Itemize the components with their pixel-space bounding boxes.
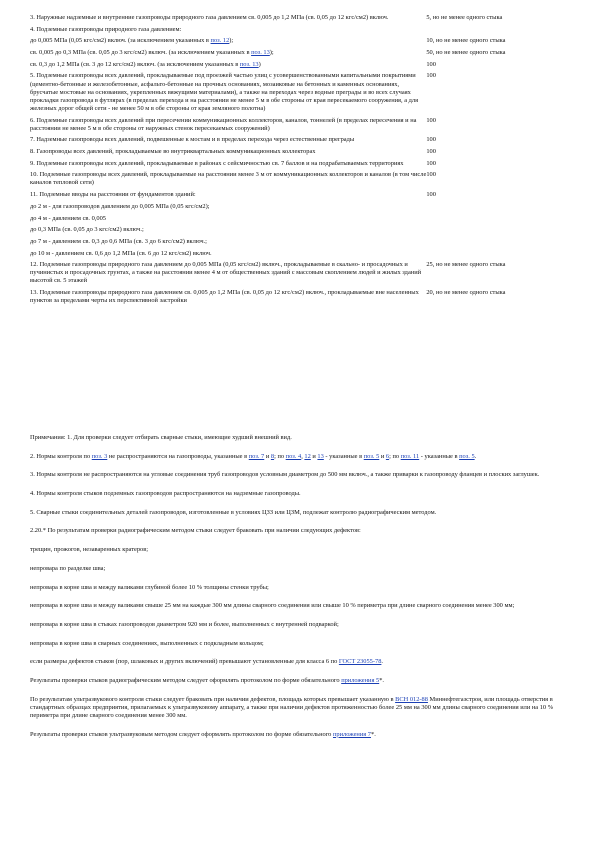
norm-description [30,171,426,191]
norm-description [30,191,426,203]
norm-row [30,61,575,73]
note-2-text: , [301,452,305,460]
result-text: По результатам ультразвукового контроля стыки следует браковать при наличии дефектов, площадь которых превышает указанную в [30,695,396,703]
result-text: *. [371,730,376,738]
defect-item: непровара в корне шва и между валиками глубиной более 10 % толщины стенки трубы; [30,583,269,591]
norm-text: до 0,005 МПа (0,05 кгс/см2) включ. (за исключением указанных в [30,37,211,45]
norm-text: 8. Газопроводы всех давлений, прокладываемые во внутриквартальных коммуникационных коллекторах [30,147,316,155]
norm-description [30,49,426,61]
result-text: Миннефтегазстроя, или площадь отверстия в стандартных образцах предприятия, прилагаемых к ультразвуковому аппарату, а также при наличии дефектов протяженностью более 25 мм на 300 мм длины сварного соединения или на 10 % периметра при длине сварного соединения менее 300 мм. [30,695,554,719]
norm-text: 10. Подземные газопроводы всех давлений, прокладываемые на расстоянии менее 3 м от коммуникационных коллекторов и каналов (в том числе каналов тепловой сети) [30,171,427,187]
norm-text: до 2 м - для газопроводов давлением до 0,005 МПа (0,05 кгс/см2); [30,202,210,210]
norm-value: 50, но не менее одного стыка [426,49,506,57]
note-4: 4. Нормы контроля стыков подземных газопроводов распространяются на надземные газопроводы. [30,490,301,498]
link-poz-4[interactable]: поз. 4 [285,452,302,460]
norm-description [30,250,426,262]
note-1: Примечания: 1. Для проверки следует отбирать сварные стыки, имеющие худший внешний вид. [30,434,292,441]
radiography-result [30,677,570,685]
norm-text: до 0,3 МПа (св. 0,05 до 3 кгс/см2) включ.; [30,226,144,234]
norm-row [30,49,575,61]
result-text: Результаты проверки стыков ультразвуковым методом следует оформлять протоколом по форме обязательного [30,730,333,738]
note-2-text: и [379,452,386,460]
norm-description [30,148,426,160]
result-text: *. [379,676,384,684]
link-vsn[interactable]: ВСН 012-88 [395,695,428,703]
norm-value: 100 [426,191,436,199]
norm-row [30,261,575,289]
note-2-text: - указанные в [419,452,460,460]
norm-row [30,191,575,203]
defect-item [30,658,570,666]
norm-text: 5. Подземные газопроводы всех давлений, прокладываемые под проезжей частью улиц с усовершенствованными капитальными покрытиями (цементно-бетонные и железобетонные, асфальто-бетонные на прочных основаниях, мозаиковые на бетонных и каменных основаниях, брусчатые мостовые на основаниях, укрепленных вяжущими материалами), а также на переходах через водные преграды и во всех случаях прокладки газопровода в футлярах (в пределах перехода и на расстоянии не менее 5 м в обе стороны от края пересекаемого сооружения, а для железных дорог общей сети - не менее 50 м в обе стороны от края земляного полотна) [30,72,419,112]
norm-text: св. 0,005 до 0,3 МПа (св. 0,05 до 3 кгс/см2) включ. (за исключением указанных в [30,49,252,57]
norm-position-link[interactable]: поз. 12 [210,37,230,45]
norm-row [30,136,575,148]
norm-row [30,238,575,250]
norm-description [30,203,426,215]
norm-text: ); [229,37,234,45]
norm-position-link[interactable]: поз. 13 [251,49,270,57]
norm-value [426,238,575,250]
norm-description [30,37,426,49]
norm-row [30,203,575,215]
norm-text: до 7 м - давлением св. 0,3 до 0,6 МПа (св. 3 до 6 кгс/см2) включ.; [30,237,207,245]
link-poz-5[interactable]: поз. 5 [363,452,380,460]
defect-item: непровара по разделке шва; [30,564,106,572]
norm-row [30,289,575,309]
link-gost[interactable]: ГОСТ 23055-78 [338,658,382,666]
norm-value: 100 [426,159,436,167]
defect-text: если размеры дефектов стыков (пор, шлаковых и других включений) превышают установленные для класса 6 по [30,658,339,666]
link-poz-13[interactable]: 13 [317,452,324,460]
note-2-text: ; по [389,452,401,460]
norm-text: 12. Подземные газопроводы природного газа давлением до 0,005 МПа (0,05 кгс/см2) включ., прокладываемые в скально- и просадочных и пучинистых и просадочных грунтах, а также на расстоянии менее 4 м от общественных зданий с массовым скоплением людей и жилых зданий высотой св. 5 этажей [30,261,422,285]
norm-description [30,238,426,250]
note-2-text: и [264,452,271,460]
defect-item: непровара в корне шва в сварных соединениях, выполненных с подкладным кольцом; [30,639,264,647]
link-poz-11[interactable]: поз. 11 [400,452,420,460]
norms-table-body [30,14,575,309]
norm-description [30,26,426,38]
defect-item: непровара в корне шва в стыках газопроводов диаметром 920 мм и более, выполненных с внутренней подваркой; [30,620,339,628]
norm-text: до 10 м - давлением св. 0,6 до 1,2 МПа (св. 6 до 12 кгс/см2) включ. [30,249,212,257]
link-appendix-5[interactable]: приложения 5 [341,676,380,684]
note-2-text: - указанные в [323,452,364,460]
note-2-text: не распространяются на газопроводы, указанные в [107,452,249,460]
norm-row [30,37,575,49]
norm-text: св. 0,3 до 1,2 МПа (св. 3 до 12 кгс/см2) включ. (за исключением указанных в [30,60,240,68]
link-poz-7[interactable]: поз. 7 [248,452,265,460]
norm-row [30,72,575,116]
note-5: 5. Сварные стыки соединительных деталей газопроводов, изготовленные в условиях ЦЗЗ или ЦЗМ, подлежат контролю радиографическим методом. [30,508,437,516]
note-3: 3. Нормы контроля не распространяются на угловые соединения труб газопроводов условным диаметром до 500 мм включ., а также приварки к газопроводу фланцев и плоских заглушек. [30,471,540,479]
norm-value [426,26,575,38]
norm-value: 25, но не менее одного стыка [426,261,506,269]
norm-value [426,226,575,238]
norm-value [426,250,575,262]
norm-description [30,215,426,227]
norm-text: 3. Наружные надземные и внутренние газопроводы природного газа давлением св. 0,005 до 1,2 МПа (св. 0,05 до 12 кгс/см2) включ. [30,14,389,21]
norm-value: 10, но не менее одного стыка [426,37,506,45]
norm-value: 20, но не менее одного стыка [426,289,506,297]
norm-value: 100 [426,60,436,68]
note-2-text: . [474,452,477,460]
norm-value [426,203,575,215]
norm-text: 13. Подземные газопроводы природного газа давлением св. 0,005 до 1,2 МПа (св. 0,05 до 12 кгс/см2) включ., прокладываемые вне населенных пунктов за пределами черты их перспективной застройки [30,289,419,305]
defect-item: непровара в корне шва и между валиками свыше 25 мм на каждые 300 мм длины сварного соединения или свыше 10 % периметра при длине сварного соединения менее 300 мм; [30,602,515,610]
link-poz-5b[interactable]: поз. 5 [459,452,475,460]
norm-text: 6. Подземные газопроводы всех давлений при пересечении коммуникационных коллекторов, каналов, тоннелей (в пределах пересечения и на расстоянии не менее 5 м в обе стороны от наружных стенок пересекаемых сооружений) [30,116,417,132]
norm-text: ) [258,60,261,68]
norm-row [30,26,575,38]
norm-description [30,226,426,238]
norm-value: 100 [426,116,436,124]
norm-value: 5, но не менее одного стыка [426,14,503,21]
norm-value: 100 [426,147,436,155]
norm-row [30,117,575,137]
norm-text: 11. Подземные вводы на расстоянии от фундаментов зданий: [30,191,196,199]
norm-position-link[interactable]: поз. 13 [239,60,259,68]
result-text: Результаты проверки стыков радиографическим методом следует оформлять протоколом по форме обязательного [30,676,342,684]
norm-description [30,14,426,26]
defect-text: . [381,658,384,666]
norm-description [30,160,426,172]
norm-description [30,117,426,137]
norm-row [30,215,575,227]
norm-value: 100 [426,136,436,144]
norm-description [30,261,426,289]
norm-row [30,160,575,172]
ultrasonic-reject [30,696,570,720]
clause-2-20: 2.20.* По результатам проверки радиографическим методом стыки следует браковать при наличии следующих дефектов: [30,527,361,535]
norm-text: 4. Подземные газопроводы природного газа давлением: [30,25,182,33]
norm-description [30,136,426,148]
link-poz-3[interactable]: поз. 3 [91,452,108,460]
note-2-text: и [310,452,318,460]
note-2 [30,453,570,461]
norm-description [30,72,426,116]
note-2-text: ; по [274,452,286,460]
link-poz-12[interactable]: 12 [304,452,311,460]
note-2-text: 2. Нормы контроля по [30,452,92,460]
norm-row [30,226,575,238]
link-appendix-7[interactable]: приложения 7 [332,730,371,738]
link-poz-6[interactable]: 6 [385,452,390,460]
norm-row [30,171,575,191]
link-poz-8[interactable]: 8 [270,452,275,460]
norm-value: 100 [426,72,436,80]
defect-item: трещин, прожогов, незаваренных кратеров; [30,546,149,554]
norm-description [30,61,426,73]
norm-text: ); [269,49,274,57]
norm-row [30,14,575,26]
norms-table [30,14,575,309]
notes-section [30,434,570,749]
norm-text: 7. Надземные газопроводы всех давлений, подвешенные к мостам и в пределах перехода через естественные преграды [30,136,355,144]
norm-row [30,148,575,160]
ultrasonic-result [30,731,570,739]
norm-text: до 4 м - давлением св. 0,005 [30,214,106,222]
norm-row [30,250,575,262]
norm-value: 100 [426,171,436,179]
norm-description [30,289,426,309]
norm-text: 9. Подземные газопроводы всех давлений, прокладываемые в районах с сейсмичностью св. 7 баллов и на подрабатываемых территориях [30,159,404,167]
norm-value [426,215,575,227]
